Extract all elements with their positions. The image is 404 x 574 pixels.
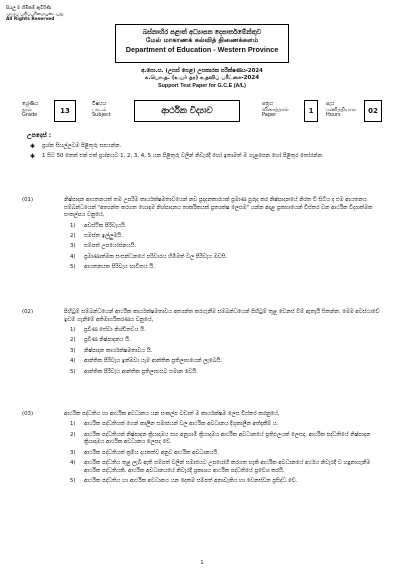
- instruction-item: [30, 153, 380, 161]
- hours-label-tamil: மணித்தியால: [326, 106, 356, 113]
- option-number: 1): [70, 421, 76, 428]
- paper-label-english: Paper: [262, 112, 277, 119]
- subject-value: ආර්ථික විද්‍යාව: [134, 100, 240, 122]
- option-number: 4): [70, 358, 76, 365]
- option-text: ආන්තික පිරිවැය ආන්තික ප්‍රතිලාභයට සමාන වෙයි.: [84, 368, 198, 375]
- option-number: 2): [70, 431, 76, 438]
- exam-title-english: Support Test Paper for G.C.E (A/L): [158, 83, 246, 89]
- answer-option-3[interactable]: [70, 243, 382, 251]
- option-number: 1): [70, 222, 76, 229]
- question-number: (01): [22, 197, 34, 203]
- bullet-icon: ✱: [30, 153, 36, 160]
- grade-label-english: Grade: [22, 112, 38, 119]
- option-text: ආර්ථික පද්ධතිය හා ආර්ථික අවධානය යන දෙකම සම්පත් අනාවැකිය හා වෙනස්වන ප්‍රසිද්ධ වේ.: [84, 478, 298, 485]
- option-text: ආයතනයක පිරිවැය භාවිතය යි.: [84, 264, 155, 271]
- paper-label-sinhala: පත්‍රය: [262, 101, 274, 107]
- option-number: 3): [70, 347, 76, 354]
- rights-line-sinhala: සියලු ම හිමිකම් ඇවිරිණි: [6, 6, 51, 11]
- answer-option-2[interactable]: [70, 232, 382, 241]
- question-3: [22, 411, 382, 486]
- instruction-text: ප්‍රශ්න සියල්ලටම පිළිතුරු සපයන්න.: [42, 143, 122, 149]
- option-number: 5): [70, 368, 76, 375]
- option-number: 1): [70, 326, 76, 333]
- question-2: [22, 309, 382, 376]
- option-text: අවස්ථික පිරිවැයයි.: [84, 222, 127, 229]
- subject-label-sinhala: විෂයය: [92, 101, 107, 107]
- page-number: 1: [200, 560, 204, 566]
- answer-option-2[interactable]: [70, 337, 382, 345]
- question-stem: නිෂ්පාදන ආයතනයක් තම උපරිම කාර්යක්ෂමතාවයෙන් නව ප්‍රදාදනකාරයක් ප්‍රමාණ පුරුද කර නිෂ්පාදනයේ නිරත වී සිටිය ද එම ආයතනය සම්බන්ධයෙන් "අත්‍යන්ත කරගත හොඳම නිශ්පාදනය තාර්කිකයක් ප්‍රත්‍යක්ෂ ලෙසම" යන්න අදාළ ප්‍රකාශයෙන් විස්තර වන ආර්ථික විද්‍යාත්මක සංකල්පය වනුයේ,: [64, 197, 373, 219]
- answer-option-5[interactable]: [70, 478, 382, 486]
- answer-option-3[interactable]: [70, 449, 382, 458]
- option-number: 5): [70, 264, 76, 271]
- hours-label-sinhala: පැය: [326, 101, 335, 107]
- option-text: ආර්ථික පද්ධතියක් ක්‍රමීය දායකත්ව අනුව ආර්ථික අවධානයයි.: [84, 449, 219, 456]
- answer-option-2[interactable]: [70, 431, 382, 447]
- rights-line-tamil: முழுப் பதிப்புரிமையுடையது: [6, 11, 64, 17]
- grade-label-tamil: தரம்: [22, 106, 32, 113]
- option-text: ආන්තික පිරිවැය ඉක්මවා යෑම ආන්තික ප්‍රතිලාභයෙන් ලැබෙයි.: [84, 358, 222, 365]
- instruction-text: 1 සිට 50 තෙක් එක් එක් ප්‍රශ්නයට 1, 2, 3, 4, 5 යන පිළිතුරු වලින් නිවැරදි හෝ ඉතාමත් ම ගැළපෙන හෝ පිළිතුර තෝරන්න.: [42, 153, 324, 159]
- subject-label-tamil: பாடம்: [92, 106, 107, 113]
- rights-notice: [6, 6, 63, 23]
- paper-label: [260, 100, 304, 122]
- department-name-sinhala: බස්නාහිර පළාත් අධ්‍යාපන දෙපාර්තමේන්තුව: [142, 28, 262, 36]
- answer-option-1[interactable]: [70, 222, 382, 231]
- answer-option-4[interactable]: [70, 253, 382, 262]
- option-text: ප්‍රමාණාත්මක සංසන්ධනයේ පරිවාරය හිමිමත් වල පිරිවැය ඔවසි.: [84, 253, 228, 260]
- grade-value: 13: [54, 100, 76, 122]
- exam-title-tamil: க.பொ.த. (உயர் தர) உதவிப் பரீட்சை-2024: [144, 75, 260, 81]
- instruction-item: [30, 143, 380, 151]
- option-text: ආර්ථික පද්ධතියක් නිෂ්පාදන ක්‍රියාදාමය සහ අනුගාමී ක්‍රියාදාමය ආර්ථික අවධානයේ ප්‍රතිඵලයක් ලෙසද, ආර්ථික පද්ධතියේ නිෂ්පාදන ක්‍රියාදාමය ආර්ථික අවධානය ලෙසද වේ.: [84, 431, 371, 446]
- subject-label-english: Subject: [92, 112, 111, 119]
- option-number: 5): [70, 478, 76, 485]
- question-stem: ආර්ථික පද්ධතිය හා ආර්ථික අවධානය යන සංකල්ප වඩාත් ම කාර්යක්ෂම ලෙස විස්තර කරනුයේ,: [64, 411, 280, 417]
- option-text: ආර්ථික පද්ධතිය තුළ ලැබී ඇති සම්පත් වලින් සමාජයට උපයෝගී කරගත හැකි ආර්ථික අවධානයේ අර්ථය නිවැරදි ව හඳුනාගැනීම ආර්ථික පද්ධතියකි. ආර්ථික අවධානයයේ නිවැරදි ප්‍රකාශය ආර්ථික පද්ධතියේ ප්‍රවේශ කරයි.: [84, 460, 371, 474]
- answer-option-5[interactable]: [70, 264, 382, 272]
- department-name-english: Department of Education - Western Province: [125, 45, 279, 54]
- rights-line-english: All Rights Reserved: [6, 17, 55, 22]
- hours-label-english: Hours: [326, 112, 341, 119]
- instructions-title: උපදෙස් :: [27, 132, 52, 139]
- paper-value: 1: [304, 100, 318, 122]
- bullet-icon: ✱: [30, 143, 36, 150]
- grade-label: [20, 100, 54, 122]
- option-number: 2): [70, 337, 76, 344]
- option-text: ප්‍රවීණ සේවා නිශ්චිතවය යි.: [84, 326, 146, 333]
- subject-info-strip: [20, 100, 382, 122]
- answer-option-4[interactable]: [70, 460, 382, 475]
- question-1: [22, 197, 382, 272]
- hours-label: [324, 100, 364, 122]
- department-name-tamil: மேல் மாகாணக் கல்வித் திணைக்களம்: [145, 36, 259, 44]
- question-stem: පිහිටුම් සම්බන්ධයෙන් ආර්ථික කාර්යක්ෂමතාවය අත්‍යන්ත කරගැනීම සම්බන්ධයෙන් පිහිටුම් තුළ වෙනස් වීම් ඇතැයි සිතන්න. මෙම අවස්ථාවේ ඉඩම් ගැනීමේ අතිමාර්ගිකරණය වනුයේ,: [64, 309, 380, 323]
- department-header: [115, 24, 289, 63]
- answer-option-1[interactable]: [70, 421, 382, 429]
- option-number: 4): [70, 253, 76, 260]
- subject-label: [90, 100, 134, 122]
- question-number: (02): [22, 309, 34, 315]
- option-number: 4): [70, 460, 76, 467]
- option-text: සම්පත් උපයෝජනයයි.: [84, 243, 137, 250]
- answer-option-5[interactable]: [70, 368, 382, 377]
- option-text: ප්‍රවීණ නිෂ්පාදනය යි.: [84, 337, 131, 344]
- option-number: 3): [70, 243, 76, 250]
- option-text: ආර්ථික පද්ධතියක් ගෙන් කාලීන සමාජයන් වල ආර්ථික අවධානය දිගුකාලීන අත්දැකීම් ය.: [84, 421, 279, 428]
- option-number: 3): [70, 449, 76, 456]
- option-number: 2): [70, 232, 76, 239]
- option-text: සමස්ත ඉල්ලුමයි.: [84, 232, 123, 239]
- option-text: නිෂ්පාදන කාර්යක්ෂමතාවය යි.: [84, 347, 153, 354]
- hours-value: 02: [364, 100, 382, 122]
- answer-option-4[interactable]: [70, 358, 382, 366]
- answer-option-1[interactable]: [70, 326, 382, 335]
- exam-title-sinhala: අ.පො.ස. (උසස් පෙළ) උපකාරක පරීක්ෂණය-2024: [141, 68, 263, 74]
- question-number: (03): [22, 411, 34, 417]
- answer-option-3[interactable]: [70, 347, 382, 356]
- grade-label-sinhala: ශ්‍රේණිය: [22, 101, 39, 107]
- paper-label-tamil: வினாத்தாள்: [262, 106, 289, 113]
